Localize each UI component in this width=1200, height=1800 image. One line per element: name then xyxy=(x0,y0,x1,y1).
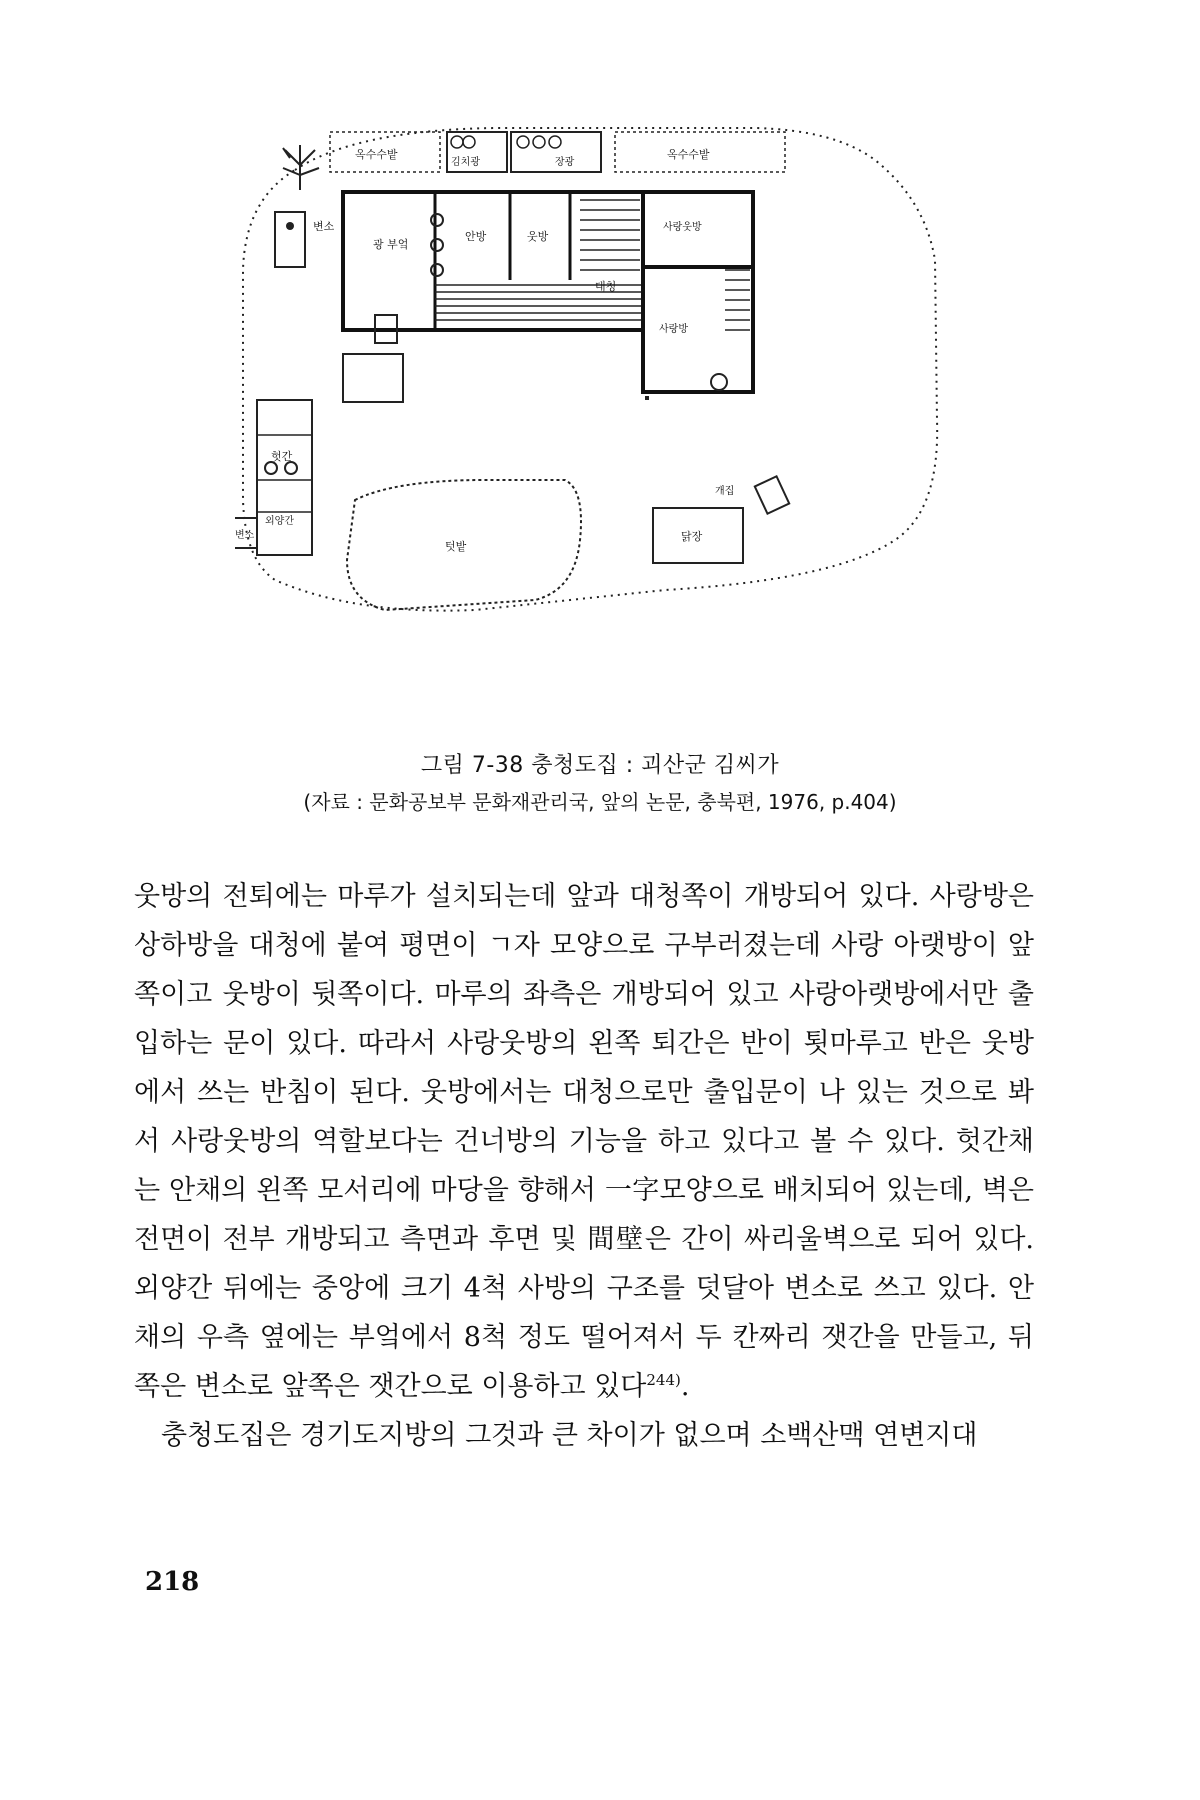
paragraph-1 xyxy=(134,872,1034,1411)
label-main-hall: 대청 xyxy=(595,280,617,293)
main-house-outline xyxy=(343,192,643,330)
label-kimchi-storage: 김치광 xyxy=(451,157,480,168)
label-jar-storage: 장광 xyxy=(555,157,575,168)
label-upper-room: 웃방 xyxy=(527,230,549,243)
label-inner-room: 안방 xyxy=(465,230,487,243)
floor-plan-drawing xyxy=(235,120,955,710)
label-toilet-lower: 변소 xyxy=(235,530,255,541)
label-sarang-room: 사랑방 xyxy=(659,324,688,335)
footnote-ref: 244) xyxy=(646,1371,681,1389)
paragraph-1-end: . xyxy=(680,1371,690,1402)
figure-caption-title: 그림 7-38 충청도집 : 괴산군 김씨가 xyxy=(420,753,780,778)
paragraph-2: 충청도집은 경기도지방의 그것과 큰 차이가 없으며 소백산맥 연변지대 xyxy=(161,1420,978,1451)
label-doghouse: 개집 xyxy=(715,486,735,497)
paragraph-1-text: 웃방의 전퇴에는 마루가 설치되는데 앞과 대청쪽이 개방되어 있다. 사랑방은 상하방을 대청에 붙여 평면이 ㄱ자 모양으로 구부러졌는데 사랑 아랫방이 앞쪽이고 웃방이 뒷쪽이다. 마루의 좌측은 개방되어 있고 사랑아랫방에서만 출입하는 문이 있다. 따라서 사랑웃방의 왼쪽 퇴간은 반이 툇마루고 반은 웃방에서 쓰는 반침이 된다. 웃방에서는 대청으로만 출입문이 나 있는 것으로 봐서 사랑웃방의 역할보다는 건너방의 기능을 하고 있다고 볼 수 있다. 헛간채는 안채의 왼쪽 모서리에 마당을 향해서 一字모양으로 배치되어 있는데, 벽은 전면이 전부 개방되고 측면과 후면 및 間壁은 간이 싸리울벽으로 되어 있다. 외양간 뒤에는 중앙에 크기 4척 사방의 구조를 덧달아 변소로 쓰고 있다. 안채의 우측 옆에는 부엌에서 8척 정도 떨어져서 두 칸짜리 잿간을 만들고, 뒤쪽은 변소로 앞쪽은 잿간으로 이용하고 있다 xyxy=(134,881,1034,1402)
tree-icon xyxy=(283,145,319,190)
page-number: 218 xyxy=(145,1567,200,1597)
label-back-field: 텃밭 xyxy=(445,540,467,553)
label-chicken-coop: 닭장 xyxy=(681,530,703,543)
body-text xyxy=(134,872,1034,1460)
toilet-upper-area xyxy=(275,212,305,267)
label-stable: 외양간 xyxy=(265,516,294,527)
label-toilet-upper: 변소 xyxy=(313,220,335,233)
figure-caption-source: (자료 : 문화공보부 문화재관리국, 앞의 논문, 충북편, 1976, p.404) xyxy=(303,790,897,814)
barn-stable-outline xyxy=(257,400,312,555)
label-storage-kitchen: 광 부엌 xyxy=(373,238,409,251)
label-corn-field-left: 옥수수밭 xyxy=(355,148,398,161)
label-barn: 헛간 xyxy=(271,450,293,463)
floor-plan-figure xyxy=(235,120,955,710)
label-sarang-upper-room: 사랑웃방 xyxy=(663,222,702,233)
label-corn-field-right: 옥수수밭 xyxy=(667,148,710,161)
yard-square xyxy=(343,354,403,402)
doghouse-area xyxy=(755,476,789,513)
